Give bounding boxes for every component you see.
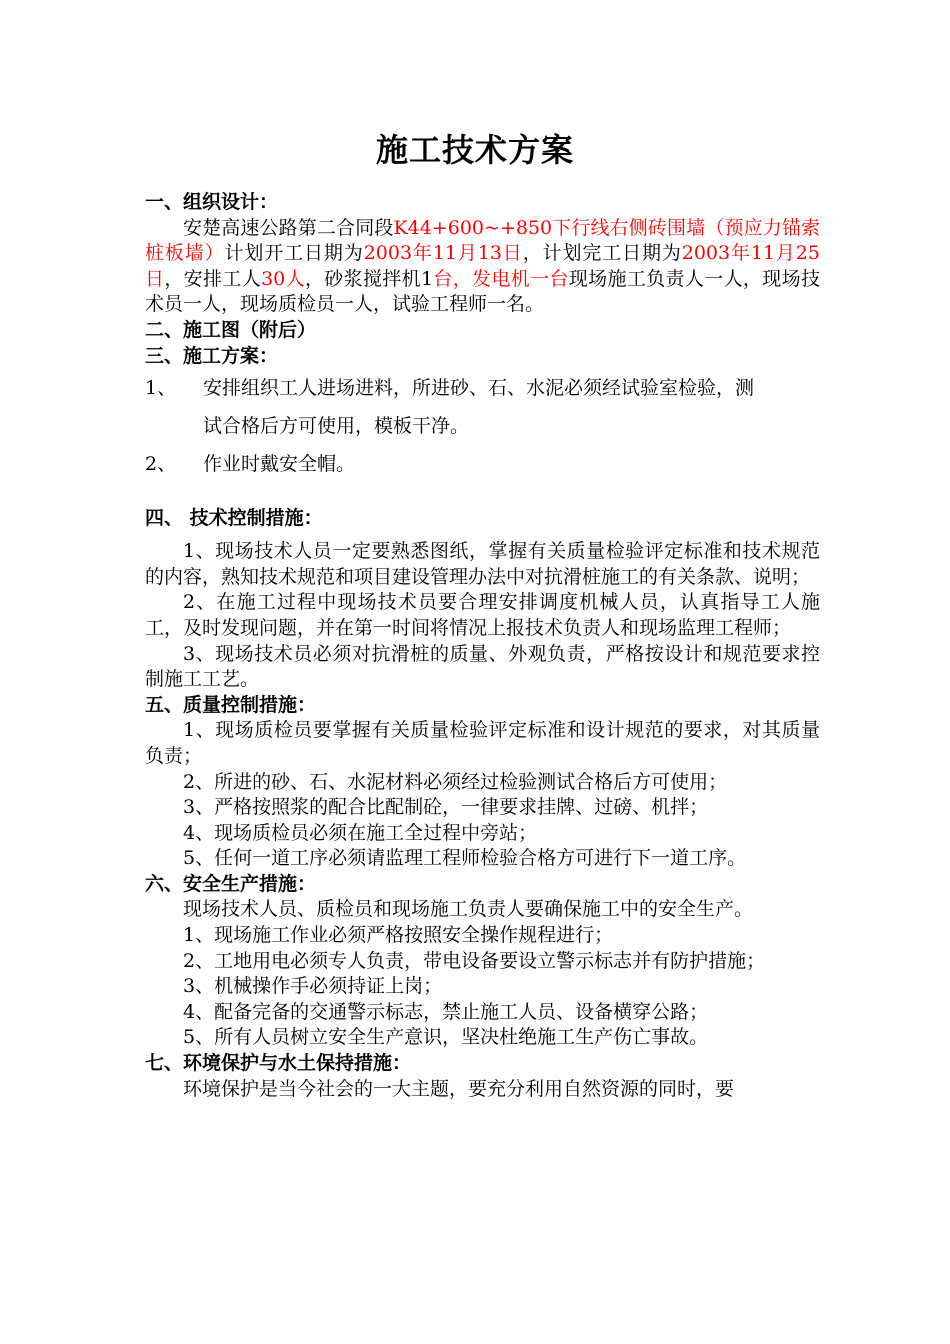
- section-5-heading: 五、质量控制措施：: [145, 693, 317, 716]
- highlight-segment: 台，发电机一台: [433, 267, 569, 290]
- text-segment: ，安排工人: [164, 267, 262, 290]
- section-5-paragraph: 1、现场质检员要掌握有关质量检验评定标准和设计规范的要求，对其质量负责；: [145, 719, 820, 767]
- section-6-paragraph: 现场技术人员、质检员和现场施工负责人要确保施工中的安全生产。: [183, 898, 754, 921]
- list-text: 安排组织工人进场进料，所进砂、石、水泥必须经试验室检验，测: [203, 377, 755, 400]
- section-4-heading: 四、 技术控制措施：: [145, 507, 323, 530]
- document-title: 施工技术方案: [375, 131, 574, 169]
- section-3-heading: 三、施工方案：: [145, 344, 279, 367]
- section-4-paragraph: 2、在施工过程中现场技术员要合理安排调度机械人员，认真指导工人施工，及时发现问题，并在第一时间将情况上报技术负责人和现场监理工程师；: [145, 591, 820, 639]
- list-text: 作业时戴安全帽。: [203, 453, 356, 476]
- highlight-segment: 30人: [261, 267, 305, 290]
- section-1-heading: 一、组织设计：: [145, 191, 279, 213]
- list-item: [145, 445, 820, 483]
- section-2-heading: 二、施工图（附后）: [145, 318, 317, 341]
- list-continuation: 试合格后方可使用，模板干净。: [203, 415, 470, 438]
- section-5-paragraph: 5、任何一道工序必须请监理工程师检验合格方可进行下一道工序。: [183, 847, 747, 870]
- section-4-paragraph: 1、现场技术人员一定要熟悉图纸，掌握有关质量检验评定标准和技术规范的内容，熟知技术规范和项目建设管理办法中对抗滑桩施工的有关条款、说明；: [145, 540, 820, 588]
- section-5-paragraph: 2、所进的砂、石、水泥材料必须经过检验测试合格后方可使用；: [183, 770, 728, 793]
- section-5-paragraph: 3、严格按照浆的配合比配制砼，一律要求挂牌、过磅、机拌；: [183, 796, 709, 819]
- document-body: [145, 190, 820, 1102]
- section-6-paragraph: 1、现场施工作业必须严格按照安全操作规程进行；: [183, 924, 614, 947]
- section-1-paragraph: [145, 216, 820, 318]
- section-6-paragraph: 3、机械操作手必须持证上岗；: [183, 975, 443, 998]
- text-segment: 现场施工负责人一人，现场技术员一人，现场质检员一人，试验工程师一名。: [145, 267, 820, 316]
- highlight-segment: K44+600~+850下行线右侧砖围墙（预应力锚索桩板墙）: [145, 216, 820, 265]
- section-5-paragraph: 4、现场质检员必须在施工全过程中旁站；: [183, 821, 538, 844]
- highlight-segment: 2003年11月25日: [145, 242, 820, 290]
- list-number: 2、: [145, 453, 177, 476]
- text-segment: 安楚高速公路第二合同段: [183, 216, 394, 239]
- text-segment: ，计划完工日期为: [522, 242, 682, 265]
- section-6-paragraph: 2、工地用电必须专人负责，带电设备要设立警示标志并有防护措施；: [183, 949, 766, 972]
- list-number: 1、: [145, 377, 177, 400]
- section-4-paragraph: 3、现场技术员必须对抗滑桩的质量、外观负责，严格按设计和规范要求控制施工工艺。: [145, 642, 820, 691]
- section-7-heading: 七、环境保护与水土保持措施：: [145, 1052, 412, 1075]
- list-item: [145, 369, 820, 407]
- section-6-heading: 六、安全生产措施：: [145, 872, 317, 895]
- highlight-segment: 2003年11月13日: [363, 242, 523, 265]
- text-segment: 计划开工日期为: [224, 242, 364, 265]
- section-6-paragraph: 4、配备完备的交通警示标志，禁止施工人员、设备横穿公路；: [183, 1000, 709, 1023]
- section-7-paragraph: 环境保护是当今社会的一大主题，要充分利用自然资源的同时，要: [183, 1077, 735, 1100]
- text-segment: ，砂浆搅拌机1: [304, 267, 434, 290]
- spacer: [145, 483, 820, 501]
- section-6-paragraph: 5、所有人员树立安全生产意识，坚决杜绝施工生产伤亡事故。: [183, 1026, 709, 1049]
